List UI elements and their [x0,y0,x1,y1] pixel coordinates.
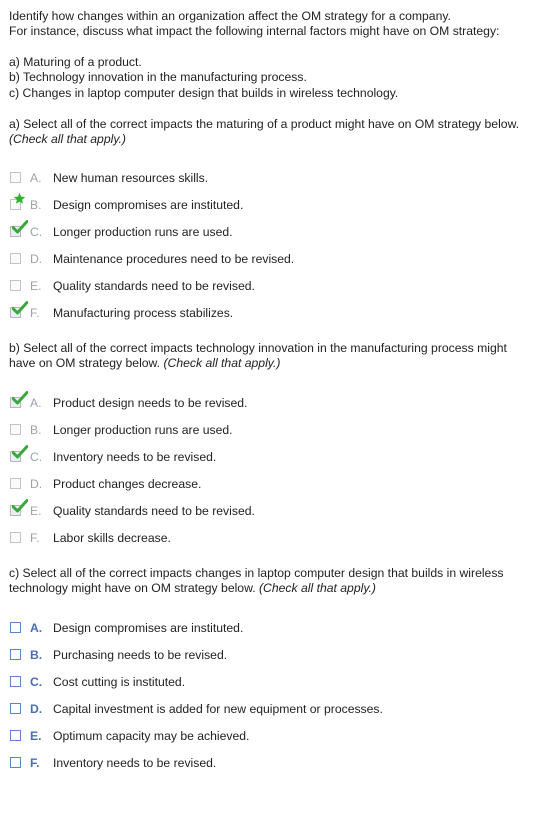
option-text: Maintenance procedures need to be revised. [53,252,295,266]
checkbox[interactable] [10,253,21,264]
intro-line-1: Identify how changes within an organization affect the OM strategy for a company. [9,9,451,23]
option-text: Longer production runs are used. [53,225,233,239]
question-c-option-b[interactable] [10,648,550,664]
option-letter: F. [30,531,40,545]
question-b-option-a[interactable] [10,396,550,412]
question-b-option-c[interactable] [10,450,550,466]
checkbox[interactable] [10,424,21,435]
option-text: Manufacturing process stabilizes. [53,306,234,320]
checkbox[interactable] [10,730,21,741]
option-text: Capital investment is added for new equipment or processes. [53,702,383,716]
question-b-hint: (Check all that apply.) [163,356,281,370]
question-c-prompt-line-1: c) Select all of the correct impacts changes in laptop computer design that builds in wireless [9,566,504,580]
checkbox[interactable] [10,676,21,687]
checkmark-icon [12,220,28,237]
question-a-prompt: a) Select all of the correct impacts the maturing of a product might have on OM strategy below. [9,117,520,131]
option-text: Cost cutting is instituted. [53,675,186,689]
intro-line-2: For instance, discuss what impact the following internal factors might have on OM strategy: [9,24,500,38]
question-c-option-a[interactable] [10,621,550,637]
option-text: Inventory needs to be revised. [53,756,217,770]
option-letter: C. [30,225,43,239]
checkbox[interactable] [10,478,21,489]
option-letter: A. [30,621,43,635]
question-a-option-f[interactable] [10,306,550,322]
option-text: Design compromises are instituted. [53,198,244,212]
option-text: New human resources skills. [53,171,209,185]
question-a-hint: (Check all that apply.) [9,132,126,146]
option-text: Product changes decrease. [53,477,202,491]
option-text: Quality standards need to be revised. [53,504,255,518]
question-c-prompt-text: technology might have on OM strategy below. [9,581,256,595]
option-letter: F. [30,306,40,320]
checkmark-icon [12,445,28,462]
option-letter: B. [30,198,42,212]
option-letter: E. [30,729,42,743]
question-c-prompt-line-2 [9,581,376,596]
checkbox[interactable] [10,532,21,543]
option-letter: B. [30,423,42,437]
question-a-option-a[interactable] [10,171,550,187]
checkmark-icon [12,301,28,318]
checkbox[interactable] [10,757,21,768]
question-a-option-b[interactable] [10,198,550,214]
question-a-option-d[interactable] [10,252,550,268]
option-letter: B. [30,648,43,662]
question-b-option-f[interactable] [10,531,550,547]
question-b-option-b[interactable] [10,423,550,439]
option-letter: A. [30,396,42,410]
option-letter: C. [30,450,43,464]
option-text: Product design needs to be revised. [53,396,248,410]
checkbox[interactable] [10,703,21,714]
checkbox[interactable] [10,622,21,633]
factor-b: b) Technology innovation in the manufacturing process. [9,70,307,84]
question-c-option-f[interactable] [10,756,550,772]
option-text: Longer production runs are used. [53,423,233,437]
option-letter: A. [30,171,42,185]
question-c-option-e[interactable] [10,729,550,745]
option-letter: F. [30,756,40,770]
checkbox[interactable] [10,172,21,183]
option-text: Purchasing needs to be revised. [53,648,228,662]
checkbox[interactable] [10,649,21,660]
option-text: Optimum capacity may be achieved. [53,729,250,743]
question-c-option-c[interactable] [10,675,550,691]
option-text: Labor skills decrease. [53,531,171,545]
option-letter: D. [30,477,43,491]
option-text: Quality standards need to be revised. [53,279,255,293]
option-letter: D. [30,252,43,266]
question-b-prompt-line-2 [9,356,280,371]
question-b-option-e[interactable] [10,504,550,520]
question-a-option-c[interactable] [10,225,550,241]
factor-a: a) Maturing of a product. [9,55,142,69]
option-letter: E. [30,279,42,293]
question-b-option-d[interactable] [10,477,550,493]
question-c-hint: (Check all that apply.) [259,581,376,595]
star-icon [13,192,26,208]
option-letter: E. [30,504,42,518]
question-a-option-e[interactable] [10,279,550,295]
question-b-prompt-line-1: b) Select all of the correct impacts technology innovation in the manufacturing process might [9,341,507,355]
checkmark-icon [12,391,28,408]
checkbox[interactable] [10,280,21,291]
option-letter: D. [30,702,43,716]
option-text: Design compromises are instituted. [53,621,244,635]
question-c-option-d[interactable] [10,702,550,718]
option-text: Inventory needs to be revised. [53,450,217,464]
option-letter: C. [30,675,43,689]
factor-c: c) Changes in laptop computer design that builds in wireless technology. [9,86,399,100]
question-b-prompt-text: have on OM strategy below. [9,356,161,370]
checkmark-icon [12,499,28,516]
